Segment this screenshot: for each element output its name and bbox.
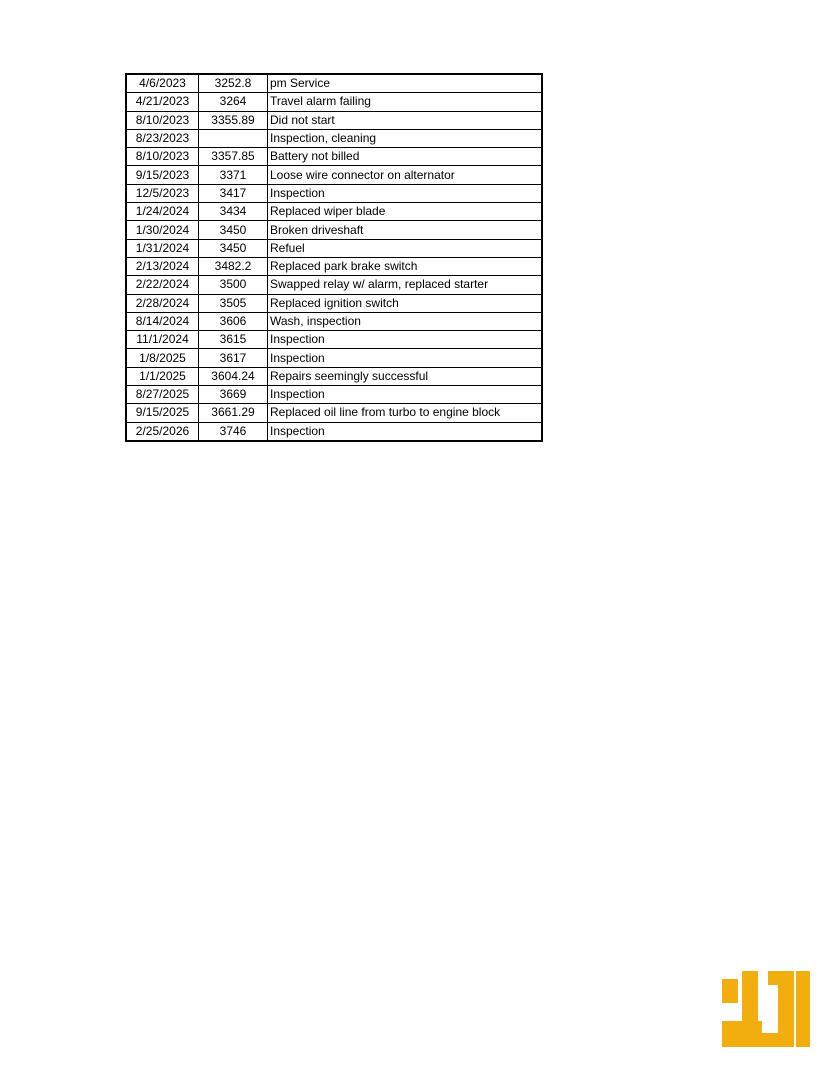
- date-cell: 8/23/2023: [126, 129, 199, 147]
- table-row: [126, 367, 542, 385]
- table-row: [126, 129, 542, 147]
- date-cell: 1/8/2025: [126, 349, 199, 367]
- hours-cell: 3252.8: [199, 74, 268, 93]
- description-cell: Repairs seemingly successful: [268, 367, 543, 385]
- hours-cell: 3417: [199, 184, 268, 202]
- description-cell: Inspection: [268, 386, 543, 404]
- company-logo-icon: [722, 971, 810, 1047]
- date-cell: 4/21/2023: [126, 93, 199, 111]
- hours-cell: 3500: [199, 276, 268, 294]
- description-cell: Loose wire connector on alternator: [268, 166, 543, 184]
- table-row: [126, 148, 542, 166]
- table-row: [126, 93, 542, 111]
- date-cell: 8/14/2024: [126, 312, 199, 330]
- table-row: [126, 184, 542, 202]
- hours-cell: 3450: [199, 221, 268, 239]
- date-cell: 1/31/2024: [126, 239, 199, 257]
- hours-cell: 3355.89: [199, 111, 268, 129]
- description-cell: Refuel: [268, 239, 543, 257]
- date-cell: 4/6/2023: [126, 74, 199, 93]
- hours-cell: 3450: [199, 239, 268, 257]
- date-cell: 2/13/2024: [126, 257, 199, 275]
- table-row: [126, 111, 542, 129]
- date-cell: 1/1/2025: [126, 367, 199, 385]
- hours-cell: 3669: [199, 386, 268, 404]
- description-cell: Replaced park brake switch: [268, 257, 543, 275]
- hours-cell: 3746: [199, 422, 268, 441]
- description-cell: Inspection, cleaning: [268, 129, 543, 147]
- date-cell: 11/1/2024: [126, 331, 199, 349]
- date-cell: 8/10/2023: [126, 111, 199, 129]
- table-row: [126, 203, 542, 221]
- hours-cell: 3604.24: [199, 367, 268, 385]
- hours-cell: 3606: [199, 312, 268, 330]
- hours-cell: 3482.2: [199, 257, 268, 275]
- description-cell: Broken driveshaft: [268, 221, 543, 239]
- date-cell: 1/24/2024: [126, 203, 199, 221]
- date-cell: 8/27/2025: [126, 386, 199, 404]
- description-cell: Replaced wiper blade: [268, 203, 543, 221]
- description-cell: Swapped relay w/ alarm, replaced starter: [268, 276, 543, 294]
- date-cell: 9/15/2023: [126, 166, 199, 184]
- description-cell: Wash, inspection: [268, 312, 543, 330]
- hours-cell: 3371: [199, 166, 268, 184]
- hours-cell: 3357.85: [199, 148, 268, 166]
- table-row: [126, 239, 542, 257]
- date-cell: 12/5/2023: [126, 184, 199, 202]
- service-log-table: [125, 73, 543, 442]
- table-row: [126, 404, 542, 422]
- table-row: [126, 257, 542, 275]
- hours-cell: 3264: [199, 93, 268, 111]
- table-row: [126, 312, 542, 330]
- table-row: [126, 166, 542, 184]
- date-cell: 2/22/2024: [126, 276, 199, 294]
- description-cell: Battery not billed: [268, 148, 543, 166]
- hours-cell: 3505: [199, 294, 268, 312]
- table-row: [126, 422, 542, 441]
- table-row: [126, 386, 542, 404]
- description-cell: Inspection: [268, 422, 543, 441]
- date-cell: 9/15/2025: [126, 404, 199, 422]
- date-cell: 1/30/2024: [126, 221, 199, 239]
- hours-cell: 3434: [199, 203, 268, 221]
- table-row: [126, 221, 542, 239]
- date-cell: 2/28/2024: [126, 294, 199, 312]
- table-row: [126, 349, 542, 367]
- service-log-body: [126, 74, 542, 441]
- description-cell: Did not start: [268, 111, 543, 129]
- hours-cell: 3661.29: [199, 404, 268, 422]
- description-cell: Inspection: [268, 331, 543, 349]
- description-cell: Inspection: [268, 184, 543, 202]
- date-cell: 2/25/2026: [126, 422, 199, 441]
- hours-cell: 3617: [199, 349, 268, 367]
- hours-cell: 3615: [199, 331, 268, 349]
- table-row: [126, 331, 542, 349]
- table-row: [126, 74, 542, 93]
- table-row: [126, 294, 542, 312]
- description-cell: Replaced oil line from turbo to engine block: [268, 404, 543, 422]
- description-cell: pm Service: [268, 74, 543, 93]
- table-row: [126, 276, 542, 294]
- date-cell: 8/10/2023: [126, 148, 199, 166]
- hours-cell: [199, 129, 268, 147]
- description-cell: Inspection: [268, 349, 543, 367]
- description-cell: Replaced ignition switch: [268, 294, 543, 312]
- description-cell: Travel alarm failing: [268, 93, 543, 111]
